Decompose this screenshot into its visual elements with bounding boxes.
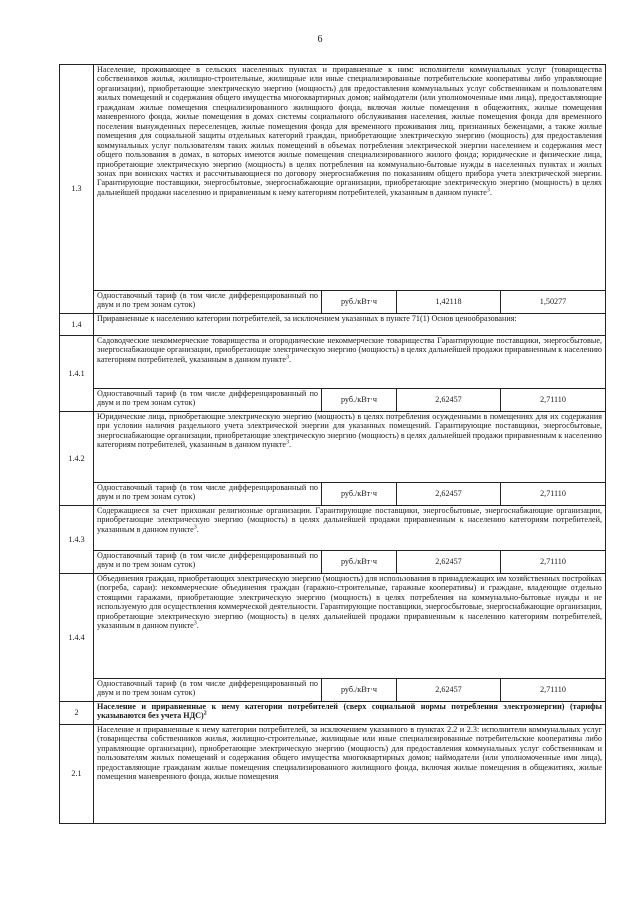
tariff-label: Одноставочный тариф (в том числе дифференцированный по двум и по трем зонам суток) bbox=[94, 291, 322, 314]
tariff-row bbox=[60, 551, 606, 574]
row-description: Население и приравненные к нему категории потребителей, за исключением указанного в пунктах 2.2 и 2.3: исполнители коммунальных услуг (товарищества собственников жилья, жилищно-строительные, жилищные или иные специализированные потребительские кооперативы либо управляющие организации), приобретающие электрическую энергию (мощность) для предоставления коммунальных услуг собственникам и пользователям жилых помещений и содержания общего имущества многоквартирных домов; наймодатели (или уполномоченные ими лица), предоставляющие гражданам жилые помещения специализированного жилищного фонда, включая жилые помещения в общежитиях, жилые помещения маневренного фонда, жилые помещения bbox=[94, 725, 606, 824]
tariff-unit: руб./кВт·ч bbox=[322, 679, 397, 702]
row-number: 1.3 bbox=[60, 65, 94, 314]
tariff-unit: руб./кВт·ч bbox=[322, 483, 397, 506]
tariff-label: Одноставочный тариф (в том числе дифференцированный по двум и по трем зонам суток) bbox=[94, 483, 322, 506]
tariff-value-first-half: 2,62457 bbox=[397, 483, 501, 506]
row-number: 2.1 bbox=[60, 725, 94, 824]
footnote-mark: 3 bbox=[193, 620, 197, 627]
table-row bbox=[60, 336, 606, 389]
section-heading: Население и приравненные к нему категории потребителей (сверх социальной нормы потребления электроэнергии) (тарифы указываются без учета НДС)$^2$ bbox=[94, 702, 606, 725]
table-row bbox=[60, 314, 606, 336]
table-row bbox=[60, 725, 606, 824]
row-description: Содержащиеся за счет прихожан религиозные организации. Гарантирующие поставщики, энергосбытовые, энергоснабжающие организации, приобретающие электрическую энергию (мощность) в целях дальнейшей продажи приравненным к населению категориям потребителей, указанным в данном пункте$^3$. bbox=[94, 506, 606, 551]
footnote-mark: 3 bbox=[486, 187, 490, 194]
row-number: 1.4.1 bbox=[60, 336, 94, 412]
tariff-table bbox=[59, 64, 606, 824]
tariff-label: Одноставочный тариф (в том числе дифференцированный по двум и по трем зонам суток) bbox=[94, 389, 322, 412]
tariff-unit: руб./кВт·ч bbox=[322, 389, 397, 412]
footnote-mark: 2 bbox=[203, 710, 207, 717]
tariff-value-second-half: 2,71110 bbox=[501, 551, 606, 574]
table-row bbox=[60, 506, 606, 551]
row-number: 1.4.4 bbox=[60, 574, 94, 702]
page-number: 6 bbox=[317, 34, 323, 45]
tariff-value-first-half: 2,62457 bbox=[397, 389, 501, 412]
tariff-label: Одноставочный тариф (в том числе дифференцированный по двум и по трем зонам суток) bbox=[94, 679, 322, 702]
footnote-mark: 3 bbox=[193, 524, 197, 531]
tariff-value-first-half: 1,42118 bbox=[397, 291, 501, 314]
tariff-value-first-half: 2,62457 bbox=[397, 679, 501, 702]
row-number: 1.4.3 bbox=[60, 506, 94, 574]
row-number: 2 bbox=[60, 702, 94, 725]
row-description: Садоводческие некоммерческие товарищества и огороднические некоммерческие товарищества Гарантирующие поставщики, энергосбытовые, энергоснабжающие организации, приобретающие электрическую энергию (мощность) в целях дальнейшей продажи приравненным к населению категориям потребителей, указанным в данном пункте$^3$. bbox=[94, 336, 606, 389]
row-description: Объединения граждан, приобретающих электрическую энергию (мощность) для использования в принадлежащих им хозяйственных постройках (погреба, сараи): некоммерческие объединения граждан (гаражно-строительные, гаражные кооперативы) и граждане, владеющие отдельно стоящими гаражами, приобретающие электрическую энергию (мощность) в целях потребления на коммунально-бытовые нужды и не используемую для осуществления коммерческой деятельности. Гарантирующие поставщики, энергосбытовые, энергоснабжающие организации, приобретающие электрическую энергию (мощность) в целях дальнейшей продажи приравненным к населению категориям потребителей, указанным в данном пункте$^3$. bbox=[94, 574, 606, 679]
tariff-row bbox=[60, 291, 606, 314]
row-description: Приравненные к населению категории потребителей, за исключением указанных в пункте 71(1) Основ ценообразования: bbox=[94, 314, 606, 336]
section-row bbox=[60, 702, 606, 725]
tariff-label: Одноставочный тариф (в том числе дифференцированный по двум и по трем зонам суток) bbox=[94, 551, 322, 574]
tariff-row bbox=[60, 679, 606, 702]
row-number: 1.4 bbox=[60, 314, 94, 336]
tariff-row bbox=[60, 483, 606, 506]
tariff-value-second-half: 2,71110 bbox=[501, 483, 606, 506]
table-row bbox=[60, 412, 606, 483]
row-description: Население, проживающее в сельских населенных пунктах и приравненные к ним: исполнители коммунальных услуг (товарищества собственников жилья, жилищно-строительные, жилищные или иные специализированные потребительские кооперативы либо управляющие организации), приобретающие электрическую энергию (мощность) для предоставления коммунальных услуг собственникам и пользователям жилых помещений и содержания общего имущества многоквартирных домов; наймодатели (или уполномоченные ими лица), предоставляющие гражданам жилые помещения специализированного жилищного фонда, включая жилые помещения в общежитиях, жилые помещения маневренного фонда, жилые помещения в домах системы социального обслуживания населения, жилые помещения фонда для временного поселения вынужденных переселенцев, жилые помещения фонда для временного проживания лиц, признанных беженцами, а также жилые помещения для социальной защиты отдельных категорий граждан, приобретающие электрическую энергию (мощность) для предоставления коммунальных услуг пользователям таких жилых помещений в объемах потребления электрической энергии населением и содержания мест общего пользования в домах, в которых имеются жилые помещения специализированного жилого фонда; юридические и физические лица, приобретающие электрическую энергию (мощность) в целях потребления на коммунально-бытовые нужды в населенных пунктах и жилых зонах при воинских частях и рассчитывающиеся по договору энергоснабжения по показаниям общего прибора учета электрической энергии. Гарантирующие поставщики, энергосбытовые, энергоснабжающие организации, приобретающие электрическую энергию (мощность) в целях дальнейшей продажи населению и приравненным к нему категориям потребителей, указанным в данном пункте$^3$. bbox=[94, 65, 606, 291]
table-row bbox=[60, 574, 606, 679]
tariff-unit: руб./кВт·ч bbox=[322, 551, 397, 574]
row-number: 1.4.2 bbox=[60, 412, 94, 506]
footnote-mark: 3 bbox=[286, 354, 289, 361]
tariff-unit: руб./кВт·ч bbox=[322, 291, 397, 314]
tariff-row bbox=[60, 389, 606, 412]
row-description: Юридические лица, приобретающие электрическую энергию (мощность) в целях потребления осужденными в помещениях для их содержания при условии наличия раздельного учета электрической энергии для указанных помещений. Гарантирующие поставщики, энергосбытовые, энергоснабжающие организации, приобретающие электрическую энергию (мощность) в целях дальнейшей продажи приравненным к населению категориям потребителей, указанным в данном пункте$^3$. bbox=[94, 412, 606, 483]
tariff-value-first-half: 2,62457 bbox=[397, 551, 501, 574]
tariff-value-second-half: 2,71110 bbox=[501, 389, 606, 412]
footnote-mark: 3 bbox=[286, 439, 289, 446]
tariff-value-second-half: 2,71110 bbox=[501, 679, 606, 702]
tariff-value-second-half: 1,50277 bbox=[501, 291, 606, 314]
table-row bbox=[60, 65, 606, 291]
